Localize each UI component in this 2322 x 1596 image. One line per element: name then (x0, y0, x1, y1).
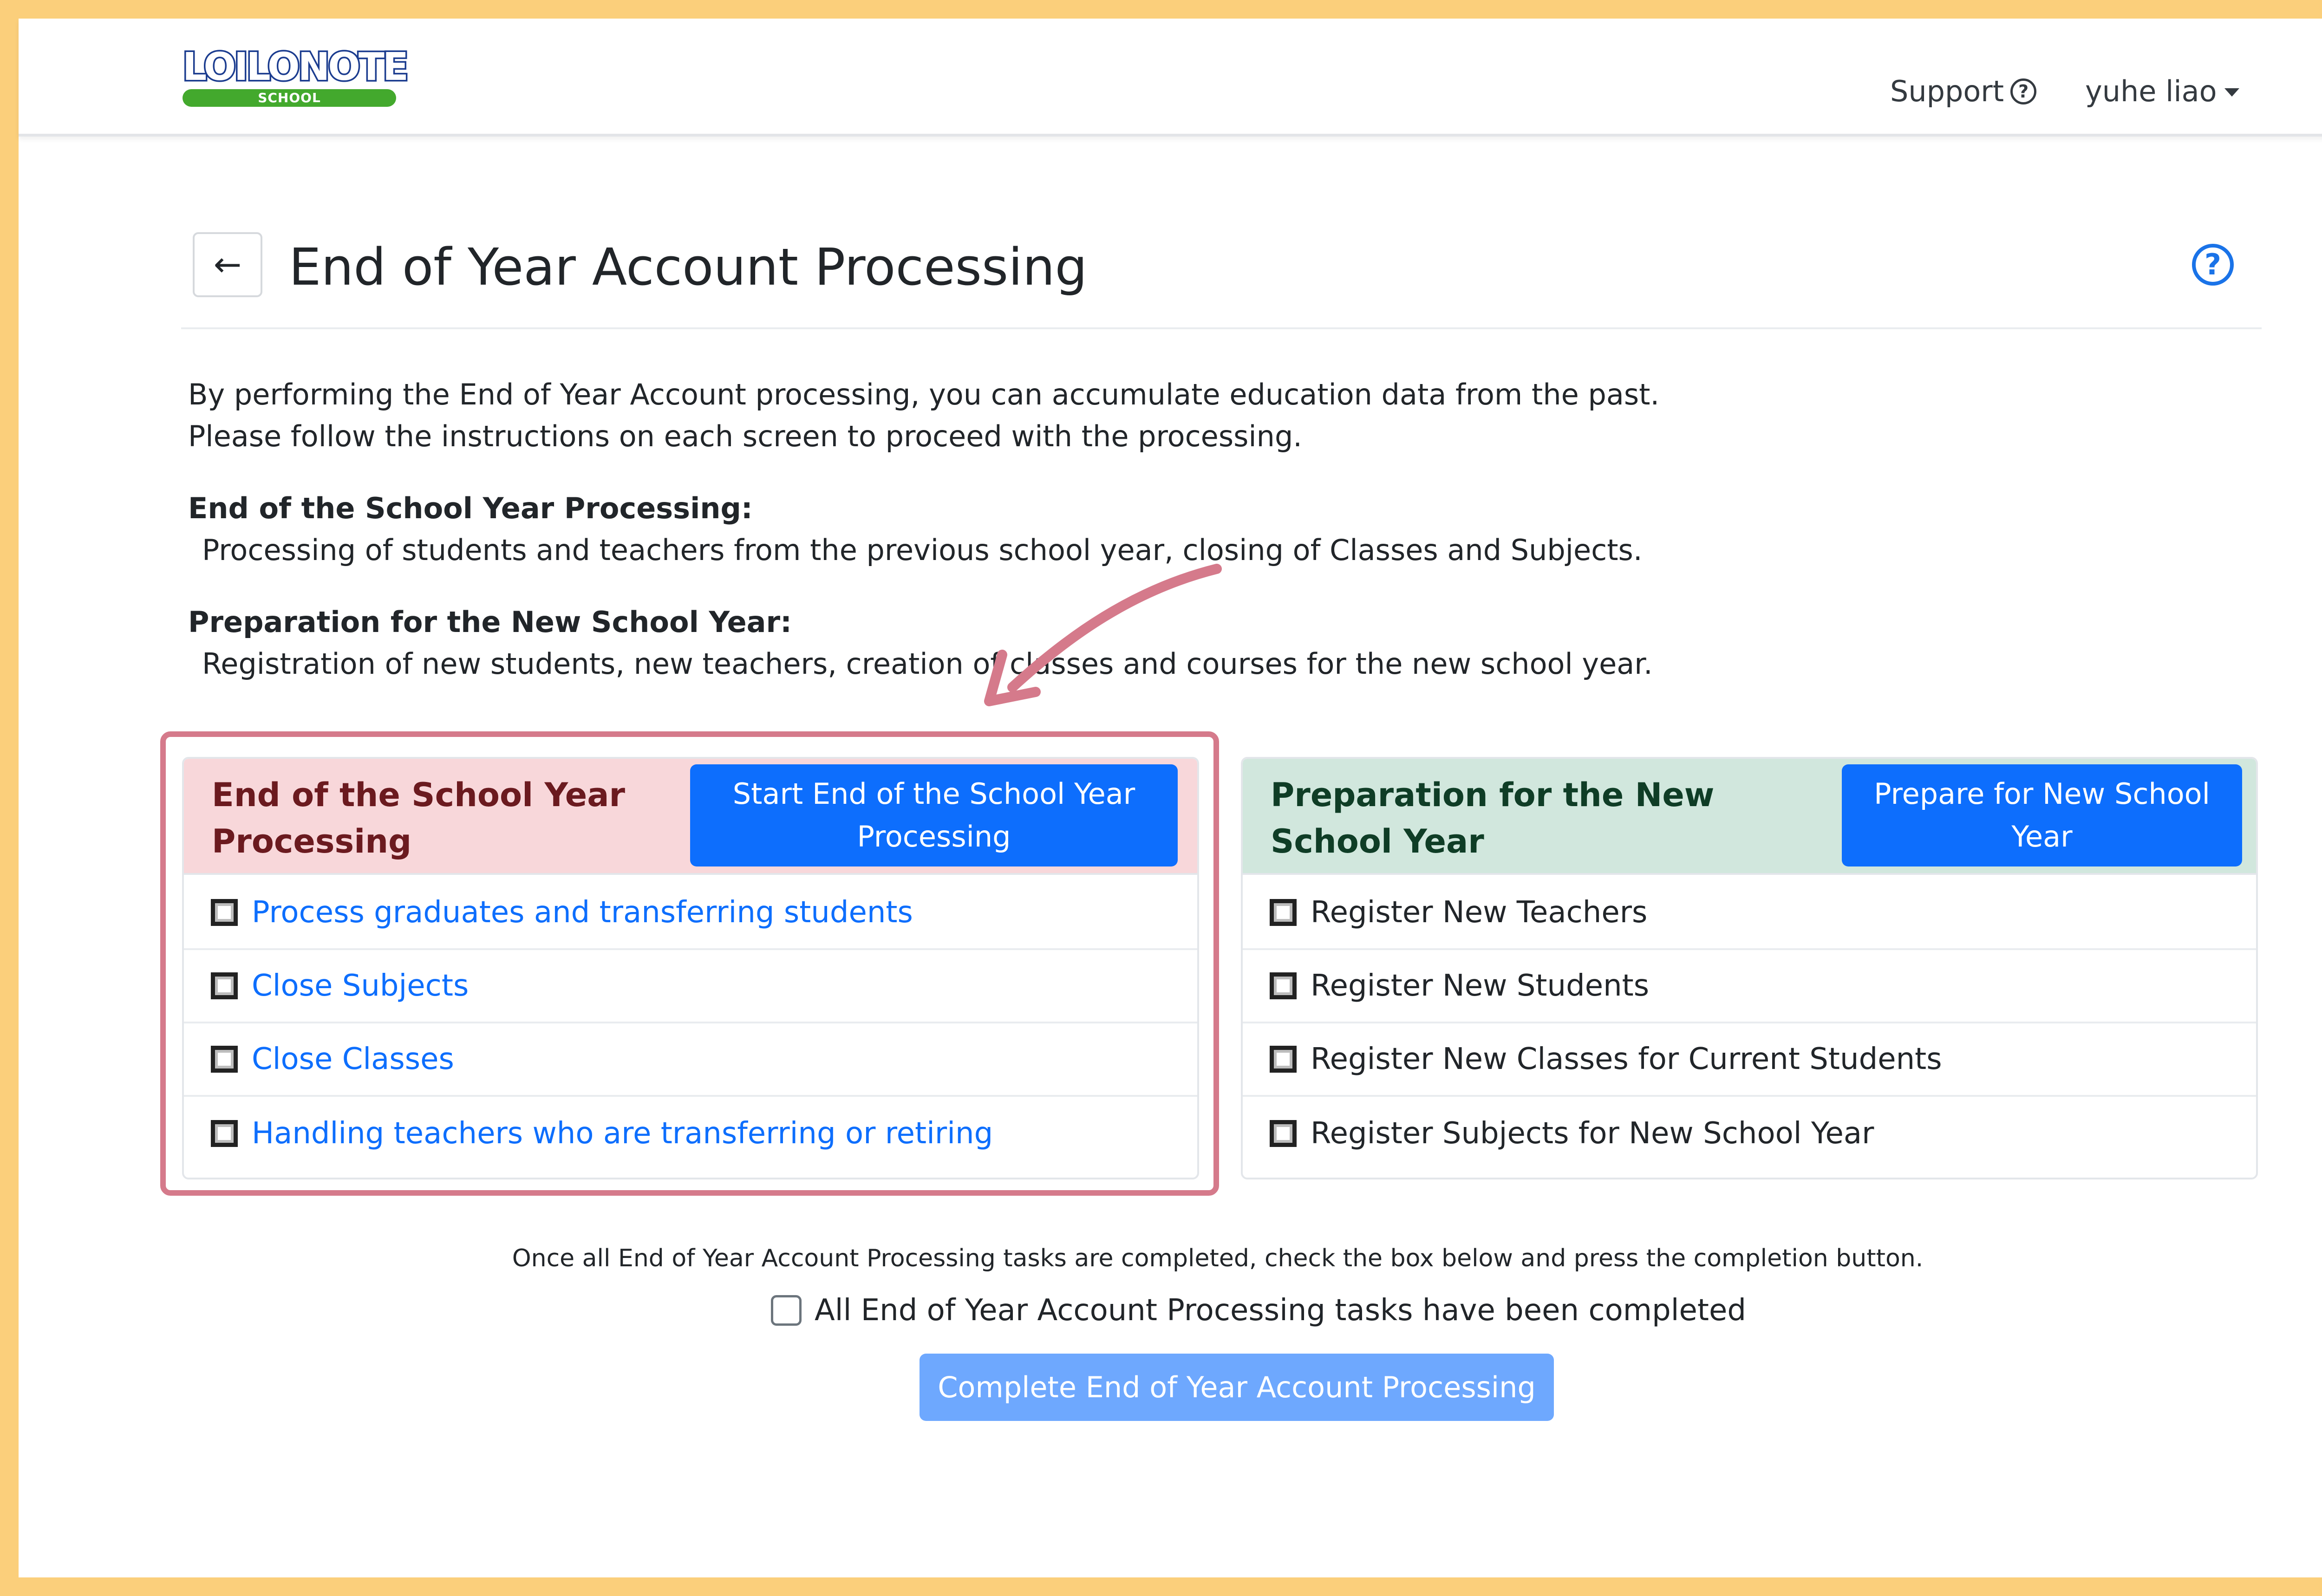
intro-line-2: Please follow the instructions on each screen to proceed with the processing. (188, 419, 1303, 453)
logo-wordmark: LOILONOTE (183, 45, 407, 89)
register-students-item: Register New Students (1311, 969, 1650, 1003)
completion-instructions: Once all End of Year Account Processing tasks are completed, check the box below and press the completion button. (512, 1244, 1924, 1272)
complete-processing-button[interactable]: Complete End of Year Account Processing (920, 1354, 1554, 1421)
user-name: yuhe liao (2085, 74, 2217, 108)
prep-description: Registration of new students, new teachers, creation of classes and courses for the new school year. (202, 647, 1653, 681)
process-graduates-link[interactable]: Process graduates and transferring students (252, 895, 913, 930)
start-end-of-year-button[interactable]: Start End of the School Year Processing (690, 764, 1178, 866)
completion-checkbox-row[interactable] (771, 1293, 1746, 1328)
new-year-card-title: Preparation for the New School Year (1271, 776, 1715, 860)
handle-teachers-link[interactable]: Handling teachers who are transferring or retiring (252, 1116, 993, 1151)
help-icon[interactable]: ? (2192, 244, 2234, 286)
register-subjects-item: Register Subjects for New School Year (1311, 1116, 1874, 1151)
register-teachers-item: Register New Teachers (1311, 895, 1648, 930)
support-label: Support (1890, 74, 2004, 108)
prepare-new-year-button[interactable]: Prepare for New School Year (1842, 764, 2242, 866)
app-frame (19, 19, 2322, 1577)
eoy-description: Processing of students and teachers from the previous school year, closing of Classes and Subjects. (202, 533, 1643, 567)
register-classes-item: Register New Classes for Current Students (1311, 1042, 1942, 1076)
prep-heading: Preparation for the New School Year: (188, 605, 792, 639)
close-subjects-link[interactable]: Close Subjects (252, 969, 469, 1003)
close-classes-link[interactable]: Close Classes (252, 1042, 454, 1076)
end-of-year-card-title: End of the School Year Processing (212, 776, 625, 860)
intro-line-1: By performing the End of Year Account processing, you can accumulate education data from the past. (188, 378, 1660, 411)
completion-checkbox[interactable] (771, 1295, 802, 1326)
logo-subtitle: SCHOOL (183, 89, 396, 107)
annotation-arrow-icon (19, 19, 2322, 1577)
completion-checkbox-label[interactable]: All End of Year Account Processing tasks have been completed (815, 1293, 1746, 1328)
page-title: End of Year Account Processing (289, 237, 1088, 297)
question-circle-icon: ? (2010, 78, 2036, 104)
arrow-left-icon: ← (213, 245, 242, 284)
eoy-heading: End of the School Year Processing: (188, 491, 753, 525)
